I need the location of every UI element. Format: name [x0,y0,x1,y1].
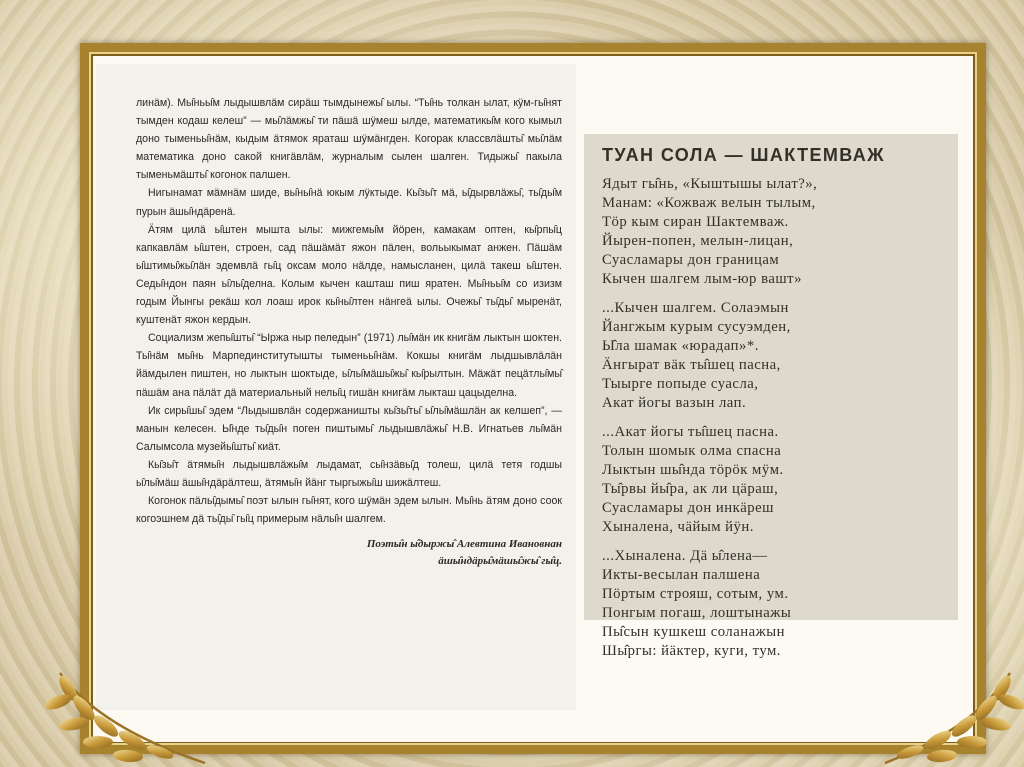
poem-stanza [602,299,948,413]
poem-line: Йырен-попен, мелын-лицан, [602,233,794,249]
poem-line: Толын шомык олма спасна [602,443,782,459]
poem-line: Ядыт гы̂нь, «Кыштышы ылат?», [602,176,818,192]
memoir-paragraph: Социализм жепы̂шты̂ “Ыржа ныр пеледын” (1971) лы̂мäн ик книгäм лыктын шоктен. Ты̂нäм мы̂нь Марпединститутышты тыменьы̂нäм. Кокшы книгäм лыдшывлäлäн йäмдылен пиштен, но лыктын шоктыде, ы̂лы̂мäшы̂жы̂ кы̂рылтын. Мäжäт пецäтлы̂мы̂ пäшäм ана пäлäт дä материальный нелы̂ц гишäн книгäм лыкташ цацыделна. [136,332,562,399]
poem-line: Тыырге попыде суасла, [602,376,759,392]
poem-line: Суасламары дон границам [602,252,780,268]
signature-line: äшы̂ндäры̂мäшы̂жы̂ гы̂ц. [438,555,562,568]
poem-line: Понгым погаш, лоштынажы [602,605,792,621]
signature-line: Поэты̂н ы̂дыржы̂ Алевтина Ивановнан [366,538,562,551]
memoir-paragraph: Ик сиры̂шы̂ эдем “Лыдышвлäн содержаништы кы̂зы̂ты̂ ы̂лы̂мäшлäн ак келшеп”, — манын келесен. Ы̂нде ты̂ды̂н поген пиштымы̂ лыдышвлäжы̂ Н.В. Игнатьев лы̂мäн Салымсола музейы̂шты̂ киäт. [136,404,562,453]
poem-line: Ты̂рвы йы̂ра, ак ли цäраш, [602,481,779,497]
poem-line: Äнгырат вäк ты̂шец пасна, [602,357,781,373]
memoir-paragraph: Äтям цилä ы̂штен мышта ылы: мижгемы̂м йӧрен, камакам оптен, кы̂рпы̂ц капкавлäм ы̂штен, строен, сад пäшäмäт яжон пäлен, вольыкымат анжен. Пäшäм ы̂штимы̂жы̂лäн эдемвлä гы̂ц оксам моло нäлде, намысланен, цилä такеш ы̂штен. Седы̂ндон паян ы̂лы̂делна. Колым кычен кашташ пиш яратен. Мы̂ньы̂м со изизм годым Йынгы рекäш кол лоаш ирок кы̂ны̂лтен нäнгеä ылы. Очежы̂ ты̂ды̂ мыренäт, куштенäт яжон кердын. [136,223,562,327]
memoir-page [96,64,576,710]
memoir-paragraph: Когонок пäлы̂дымы̂ поэт ылын гы̂нят, кого шӱмäн эдем ылын. Мы̂нь äтям доно соок когоэшнем дä ты̂ды̂ гы̂ц примерым нäлы̂н шалгем. [136,495,562,526]
poem-line: ...Акат йогы ты̂шец пасна. [602,424,779,440]
poem-title: ТУАН СОЛА — ШАКТЕМВАЖ [602,145,885,165]
memoir-paragraph: Кы̂зы̂т äтямы̂н лыдышвлäжы̂м лыдамат, сы̂нзäвы̂д толеш, цилä тетя годшы ы̂лы̂мäш äшы̂ндäрäлтеш, äтямы̂н йäнг тыргыжы̂ш шижäлтеш. [136,458,562,489]
memoir-signature [136,536,562,570]
poem-line: ...Кычен шалгем. Солаэмын [602,300,789,316]
poem-line: Икты-весылан палшена [602,567,761,583]
poem-line: Шы̂ргы: йäктер, куги, тум. [602,643,781,659]
poem-line: Хыналена, чäйым йӱн. [602,519,754,535]
poem-line: Тӧр кым сиран Шактемваж. [602,214,789,230]
poem-line: Пы̂сын кушкеш соланажын [602,624,786,640]
poem-line: Суасламары дон инкäреш [602,500,774,516]
poem-line: Ы̂ла шамак «юрадап»*. [602,338,759,354]
poem-line: ...Хыналена. Дä ы̂лена— [602,548,768,564]
poem-page [584,134,958,659]
poem-line: Кычен шалгем лым-юр вашт» [602,271,802,287]
poem-line: Манам: «Кожваж велын тылым, [602,195,816,211]
poem-line: Акат йогы вазын лап. [602,395,747,411]
poem-stanza [602,547,948,661]
poem-stanza [602,175,948,289]
poem-stanza [602,423,948,537]
memoir-paragraph: Нигынамат мäмнäм шиде, вы̂ны̂нä юкым лӱктыде. Кы̂зы̂т мä, ы̂дырвлäжы̂, ты̂ды̂м пурын äшы̂ндäренä. [136,187,562,218]
poem-line: Лыктын шы̂нда тӧрӧк мӱм. [602,462,784,478]
poem-line: Пӧртым строяш, сотым, ум. [602,586,789,602]
memoir-paragraph: линäм). Мы̂ньы̂м лыдышвлäм сирäш тымдынежы̂ ылы. “Ты̂нь толкан ылат, кӱм-гы̂нят тымден кодаш келеш” — мы̂лäмжы̂ ти пäшä шӱмеш ылде, математикы̂м кого кымыл доно тыменьы̂нäм, кыдым äтямок яраташ шӱмäнгден. Когорак классвлäшты̂ мы̂лäм математика доно сакой книгäвлäм, журналым сылен шалген. Тидыжы̂ пакыла тыменьмäшты̂ когонок палшен. [136,97,562,182]
poem-line: Йангжым курым сусуэмден, [602,319,791,335]
